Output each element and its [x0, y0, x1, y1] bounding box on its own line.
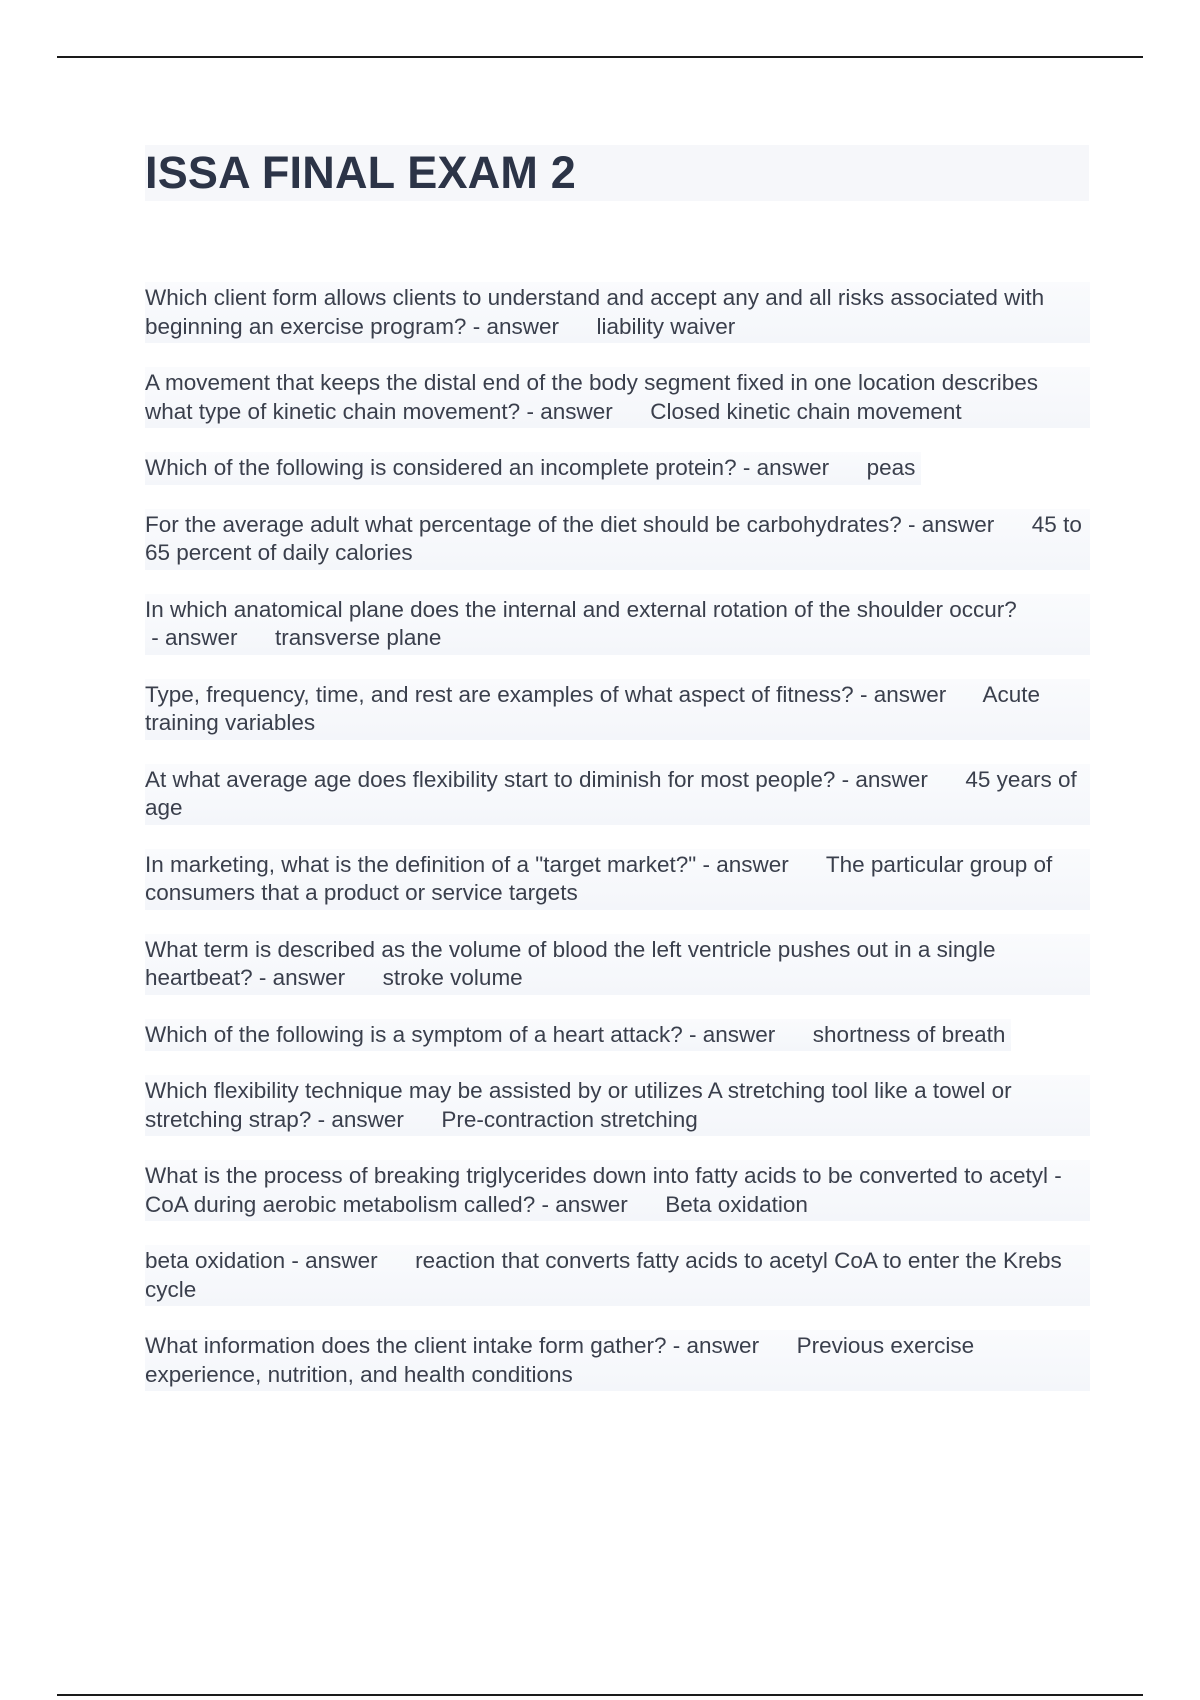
bottom-rule	[57, 1694, 1143, 1696]
qa-item	[145, 594, 1090, 655]
answer-text: reaction that converts fatty acids to acetyl CoA to enter the Krebs cycle	[145, 1248, 1062, 1302]
qa-item	[145, 367, 1090, 428]
answer-separator: - answer	[145, 625, 238, 650]
top-rule	[57, 56, 1143, 58]
qa-list	[145, 282, 1090, 1415]
answer-separator: - answer	[466, 313, 559, 339]
answer-text: transverse plane	[275, 625, 442, 650]
question-text: Which flexibility technique may be assisted by or utilizes A stretching tool like a towel or stretching strap?	[145, 1078, 1012, 1132]
question-text: For the average adult what percentage of the diet should be carbohydrates?	[145, 511, 902, 537]
answer-separator: - answer	[535, 1191, 628, 1217]
qa-item	[145, 1075, 1090, 1136]
answer-separator: - answer	[736, 455, 830, 480]
answer-text: liability waiver	[596, 313, 736, 339]
answer-separator: - answer	[835, 766, 928, 792]
answer-text: stroke volume	[382, 965, 523, 990]
qa-item	[145, 764, 1090, 825]
answer-text: 45 years of age	[145, 766, 1077, 820]
question-text: Which of the following is a symptom of a heart attack?	[145, 1021, 683, 1047]
answer-text: shortness of breath	[812, 1021, 1006, 1047]
answer-text: Beta oxidation	[665, 1191, 808, 1217]
question-text: At what average age does flexibility start to diminish for most people?	[145, 766, 836, 792]
answer-separator: - answer	[520, 398, 613, 424]
qa-item	[145, 1330, 1090, 1391]
answer-text: Closed kinetic chain movement	[650, 398, 962, 424]
question-text: In which anatomical plane does the internal and external rotation of the shoulder occur?	[145, 596, 1017, 622]
answer-text: peas	[866, 455, 916, 480]
answer-separator: - answer	[696, 851, 789, 877]
answer-text: Previous exercise experience, nutrition, and health conditions	[145, 1333, 975, 1387]
answer-text: Pre-contraction stretching	[441, 1106, 698, 1132]
qa-item	[145, 1245, 1090, 1306]
qa-item	[145, 849, 1090, 910]
answer-separator: - answer	[666, 1333, 760, 1358]
answer-text: The particular group of consumers that a product or service targets	[145, 851, 1053, 905]
qa-item	[145, 1019, 1011, 1052]
answer-separator: - answer	[682, 1021, 776, 1047]
answer-separator: - answer	[901, 511, 995, 537]
qa-item	[145, 282, 1090, 343]
qa-item	[145, 452, 921, 485]
answer-text: 45 to 65 percent of daily calories	[145, 511, 1082, 565]
answer-separator: - answer	[311, 1106, 404, 1132]
question-text: Which of the following is considered an incomplete protein?	[145, 455, 737, 480]
question-text: What term is described as the volume of blood the left ventricle pushes out in a single heartbeat?	[145, 936, 996, 990]
qa-item	[145, 679, 1090, 740]
question-text: beta oxidation	[145, 1248, 286, 1273]
answer-separator: - answer	[285, 1248, 378, 1273]
answer-separator: - answer	[853, 681, 947, 707]
question-text: A movement that keeps the distal end of the body segment fixed in one location describes what type of kinetic chain movement?	[145, 370, 1039, 424]
question-text: Which client form allows clients to understand and accept any and all risks associated with beginning an exercise program?	[145, 285, 1045, 339]
answer-separator: - answer	[252, 965, 346, 990]
question-text: What information does the client intake form gather?	[145, 1333, 667, 1358]
qa-item	[145, 509, 1090, 570]
qa-item	[145, 934, 1090, 995]
answer-text: Acute training variables	[145, 681, 1041, 735]
question-text: What is the process of breaking triglycerides down into fatty acids to be converted to acetyl - CoA during aerobic metabolism called?	[145, 1163, 1062, 1217]
question-text: Type, frequency, time, and rest are examples of what aspect of fitness?	[145, 681, 854, 707]
page-title: ISSA FINAL EXAM 2	[145, 147, 576, 198]
qa-item	[145, 1160, 1090, 1221]
question-text: In marketing, what is the definition of a "target market?"	[145, 851, 697, 877]
